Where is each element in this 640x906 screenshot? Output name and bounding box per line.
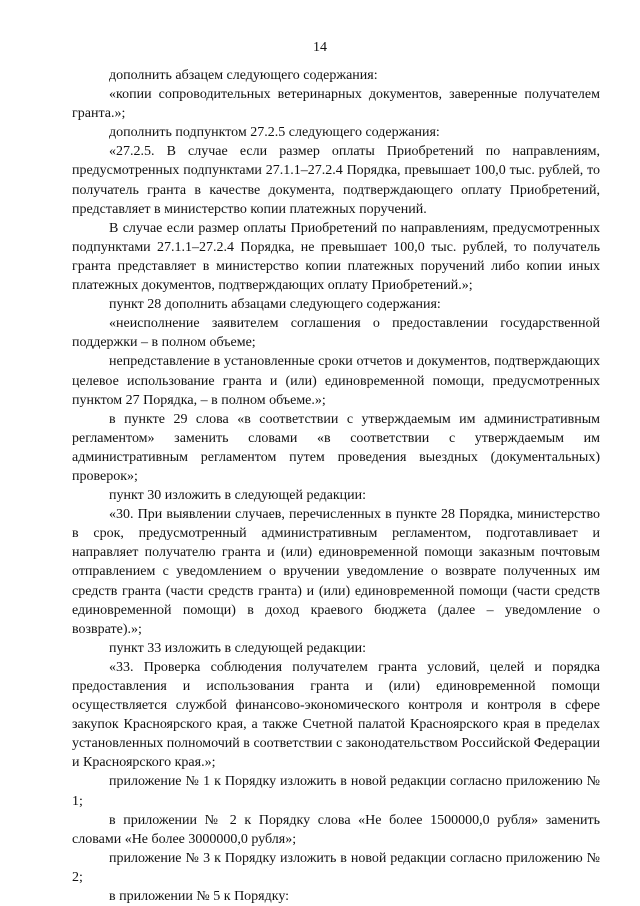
paragraph: пункт 28 дополнить абзацами следующего содержания: xyxy=(109,297,441,313)
paragraph: пункт 33 изложить в следующей редакции: xyxy=(109,640,366,656)
document-body xyxy=(72,66,600,906)
paragraph: «неисполнение заявителем соглашения о предоставлении государственной поддержки – в полном объеме; xyxy=(72,316,600,351)
paragraph: «30. При выявлении случаев, перечисленных в пункте 28 Порядка, министерство в срок, предусмотренный административным регламентом, подготавливает и направляет получателю гранта и (или) единовременной помощи заказным почтовым отправлением с уведомлением о вручении уведомление о возврате полученных им средств гранта (части средств гранта) и (или) единовременной помощи (части средств единовременной помощи) в доход краевого бюджета (далее – уведомление о возврате).»; xyxy=(72,507,600,637)
paragraph: в приложении № 5 к Порядку: xyxy=(109,889,290,905)
paragraph: «33. Проверка соблюдения получателем гранта условий, целей и порядка предоставления и использования гранта и (или) единовременной помощи осуществляется службой финансово-экономического контроля и контроля в сфере закупок Красноярского края, а также Счетной палатой Красноярского края в пределах установленных полномочий в соответствии с законодательством Российской Федерации и Красноярского края.»; xyxy=(72,659,600,771)
paragraph: приложение № 3 к Порядку изложить в новой редакции согласно приложению № 2; xyxy=(72,850,600,885)
paragraph: «копии сопроводительных ветеринарных документов, заверенные получателем гранта.»; xyxy=(72,87,600,122)
paragraph: в приложении № 2 к Порядку слова «Не более 1500000,0 рубля» заменить словами «Не более 3000000,0 рубля»; xyxy=(72,812,600,847)
paragraph: непредставление в установленные сроки отчетов и документов, подтверждающих целевое использование гранта и (или) единовременной помощи, предусмотренных пунктом 27 Порядка, – в полном объеме.»; xyxy=(72,354,600,408)
paragraph: «27.2.5. В случае если размер оплаты Приобретений по направлениям, предусмотренных подпунктами 27.1.1–27.2.4 Порядка, превышает 100,0 тыс. рублей, то получатель гранта в качестве документа, подтверждающего оплату Приобретений, представляет в министерство копии платежных поручений. xyxy=(72,144,600,217)
paragraph: дополнить подпунктом 27.2.5 следующего содержания: xyxy=(109,125,440,141)
paragraph: приложение № 1 к Порядку изложить в новой редакции согласно приложению № 1; xyxy=(72,774,600,809)
paragraph: В случае если размер оплаты Приобретений по направлениям, предусмотренных подпунктами 27.1.1–27.2.4 Порядка, не превышает 100,0 тыс. рублей, то получатель гранта представляет в министерство копии платежных поручений либо копии иных платежных документов, подтверждающих оплату Приобретений.»; xyxy=(72,220,600,294)
paragraph: в пункте 29 слова «в соответствии с утверждаемым им административным регламентом» заменить словами «в соответствии с утверждаемым им административным регламентом путем проведения выездных (документальных) проверок»; xyxy=(72,411,600,484)
paragraph: дополнить абзацем следующего содержания: xyxy=(109,68,378,83)
paragraph: пункт 30 изложить в следующей редакции: xyxy=(109,488,366,504)
page-number: 14 xyxy=(313,40,327,55)
